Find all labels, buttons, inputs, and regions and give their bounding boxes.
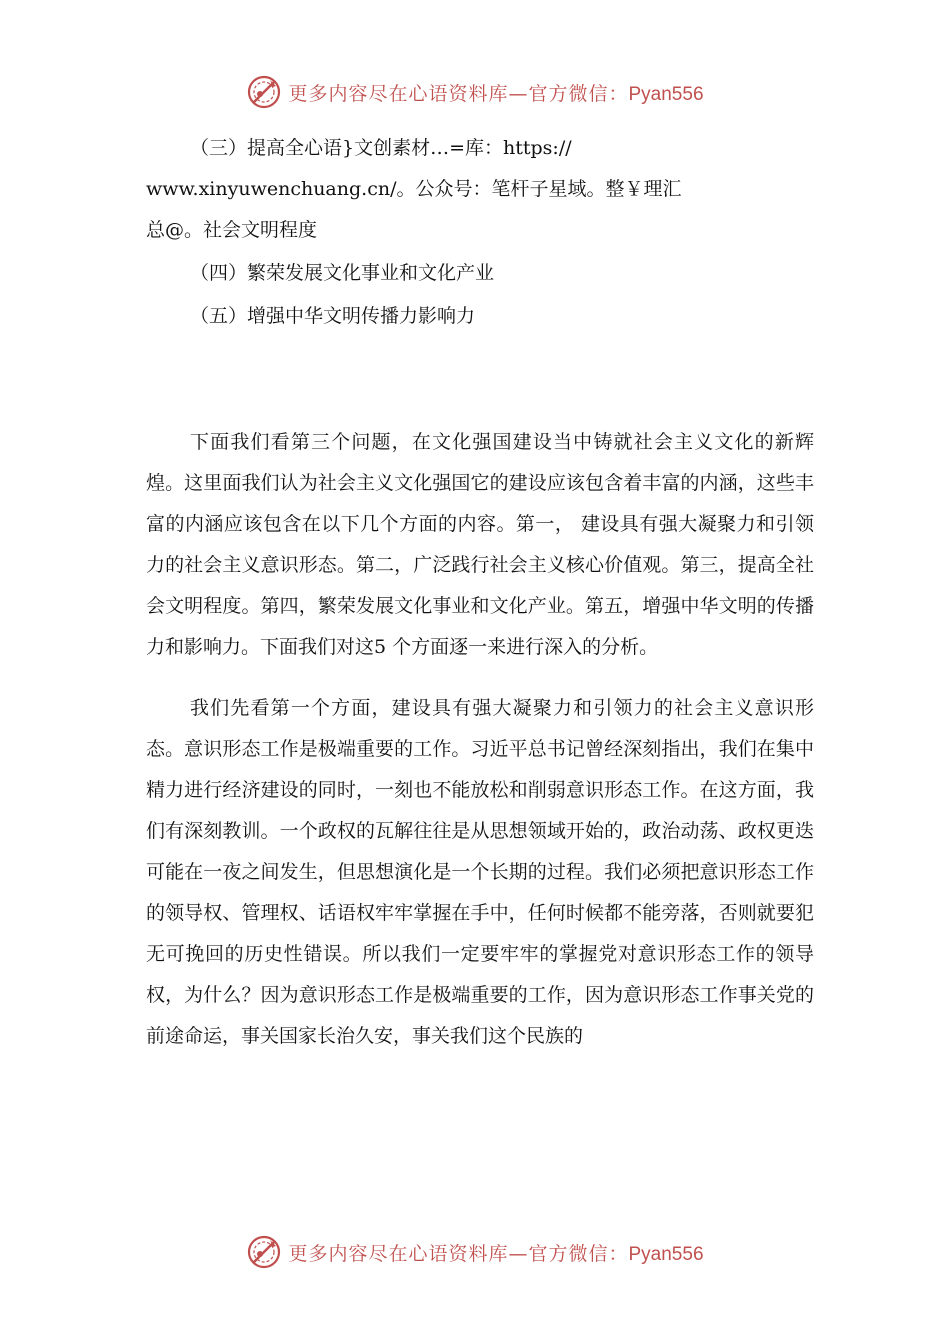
footer-wechat-id: Pyan556 bbox=[628, 1243, 704, 1265]
document-body bbox=[146, 128, 814, 1057]
header-wechat-id: Pyan556 bbox=[628, 83, 704, 105]
footer-banner-text: 更多内容尽在心语资料库—官方微信：Pyan556 bbox=[288, 1242, 704, 1265]
paragraph-1: 下面我们看第三个问题，在文化强国建设当中铸就社会主义文化的新辉煌。这里面我们认为社会主义文化强国它的建设应该包含着丰富的内涵，这些丰富的内涵应该包含在以下几个方面的内容。第一， 建设具有强大凝聚力和引领力的社会主义意识形态。第二，广泛践行社会主义核心价值观。第三，提高全社会文明程度。第四，繁荣发展文化事业和文化产业。第五，增强中华文明的传播力和影响力。下面我们对这5 个方面逐一来进行深入的分析。 bbox=[146, 431, 814, 658]
outline-item-4: （四）繁荣发展文化事业和文化产业 bbox=[190, 262, 495, 284]
outline-item-5: （五）增强中华文明传播力影响力 bbox=[190, 305, 476, 327]
header-banner-text: 更多内容尽在心语资料库—官方微信：Pyan556 bbox=[288, 82, 704, 105]
footer-banner bbox=[0, 1230, 950, 1274]
paragraph-2: 我们先看第一个方面，建设具有强大凝聚力和引领力的社会主义意识形态。意识形态工作是极端重要的工作。习近平总书记曾经深刻指出，我们在集中精力进行经济建设的同时，一刻也不能放松和削弱意识形态工作。在这方面，我们有深刻教训。一个政权的瓦解往往是从思想领域开始的，政治动荡、政权更迭可能在一夜之间发生，但思想演化是一个长期的过程。我们必须把意识形态工作的领导权、管理权、话语权牢牢掌握在手中，任何时候都不能旁落，否则就要犯无可挽回的历史性错误。所以我们一定要牢牢的掌握党对意识形态工作的领导权，为什么？因为意识形态工作是极端重要的工作，因为意识形态工作事关党的前途命运，事关国家长治久安，事关我们这个民族的 bbox=[146, 697, 814, 1047]
outline-list bbox=[146, 128, 814, 337]
outline-item-3-line-3: 总@。社会文明程度 bbox=[146, 219, 318, 241]
brand-logo-icon bbox=[246, 74, 282, 110]
brand-logo-icon bbox=[246, 1234, 282, 1270]
outline-item-3-line-2: www.xinyuwenchuang.cn/。公众号：笔杆子星域。整￥理汇 bbox=[146, 178, 682, 200]
header-banner bbox=[0, 70, 950, 114]
outline-item-3-line-1: （三）提高全心语}文创素材…=库：https:// bbox=[190, 137, 572, 159]
